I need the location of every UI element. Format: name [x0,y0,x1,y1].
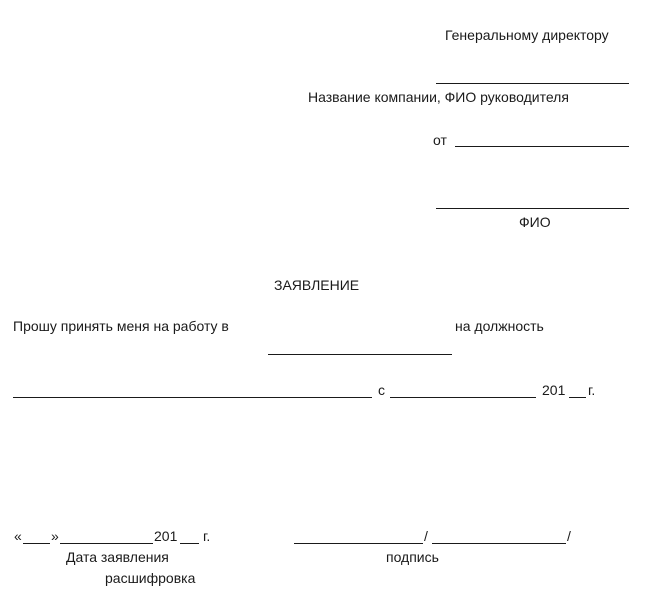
signature-caption: подпись [386,549,439,565]
document-title: ЗАЯВЛЕНИЕ [274,277,360,293]
request-text: Прошу принять меня на работу в [13,318,229,334]
addressee-director: Генеральному директору [445,27,609,43]
company-name-blank-line[interactable] [436,83,629,84]
month-blank-line[interactable] [60,543,153,544]
quote-close: » [51,528,59,544]
from-blank-line[interactable] [455,146,629,147]
signature-blank-line[interactable] [294,543,423,544]
footer-year-digits-blank-line[interactable] [180,543,199,544]
day-blank-line[interactable] [23,543,50,544]
company-name-caption: Название компании, ФИО руководителя [308,89,569,105]
slash-1: / [424,528,428,544]
company-blank-line[interactable] [268,354,452,355]
fio-caption: ФИО [519,214,551,230]
fio-blank-line[interactable] [436,208,629,209]
slash-2: / [567,528,571,544]
decoding-blank-line[interactable] [432,543,566,544]
position-blank-line[interactable] [13,397,372,398]
footer-year-suffix: г. [203,528,211,544]
decoding-caption: расшифровка [105,570,196,586]
from-label: от [433,132,447,148]
position-text: на должность [455,318,544,334]
start-date-blank-line[interactable] [390,397,536,398]
year-suffix: г. [588,382,596,398]
year-prefix: 201 [542,382,566,398]
year-digits-blank-line[interactable] [569,397,586,398]
date-caption: Дата заявления [66,549,169,565]
quote-open: « [14,528,22,544]
since-label: с [378,382,385,398]
footer-year-prefix: 201 [154,528,178,544]
